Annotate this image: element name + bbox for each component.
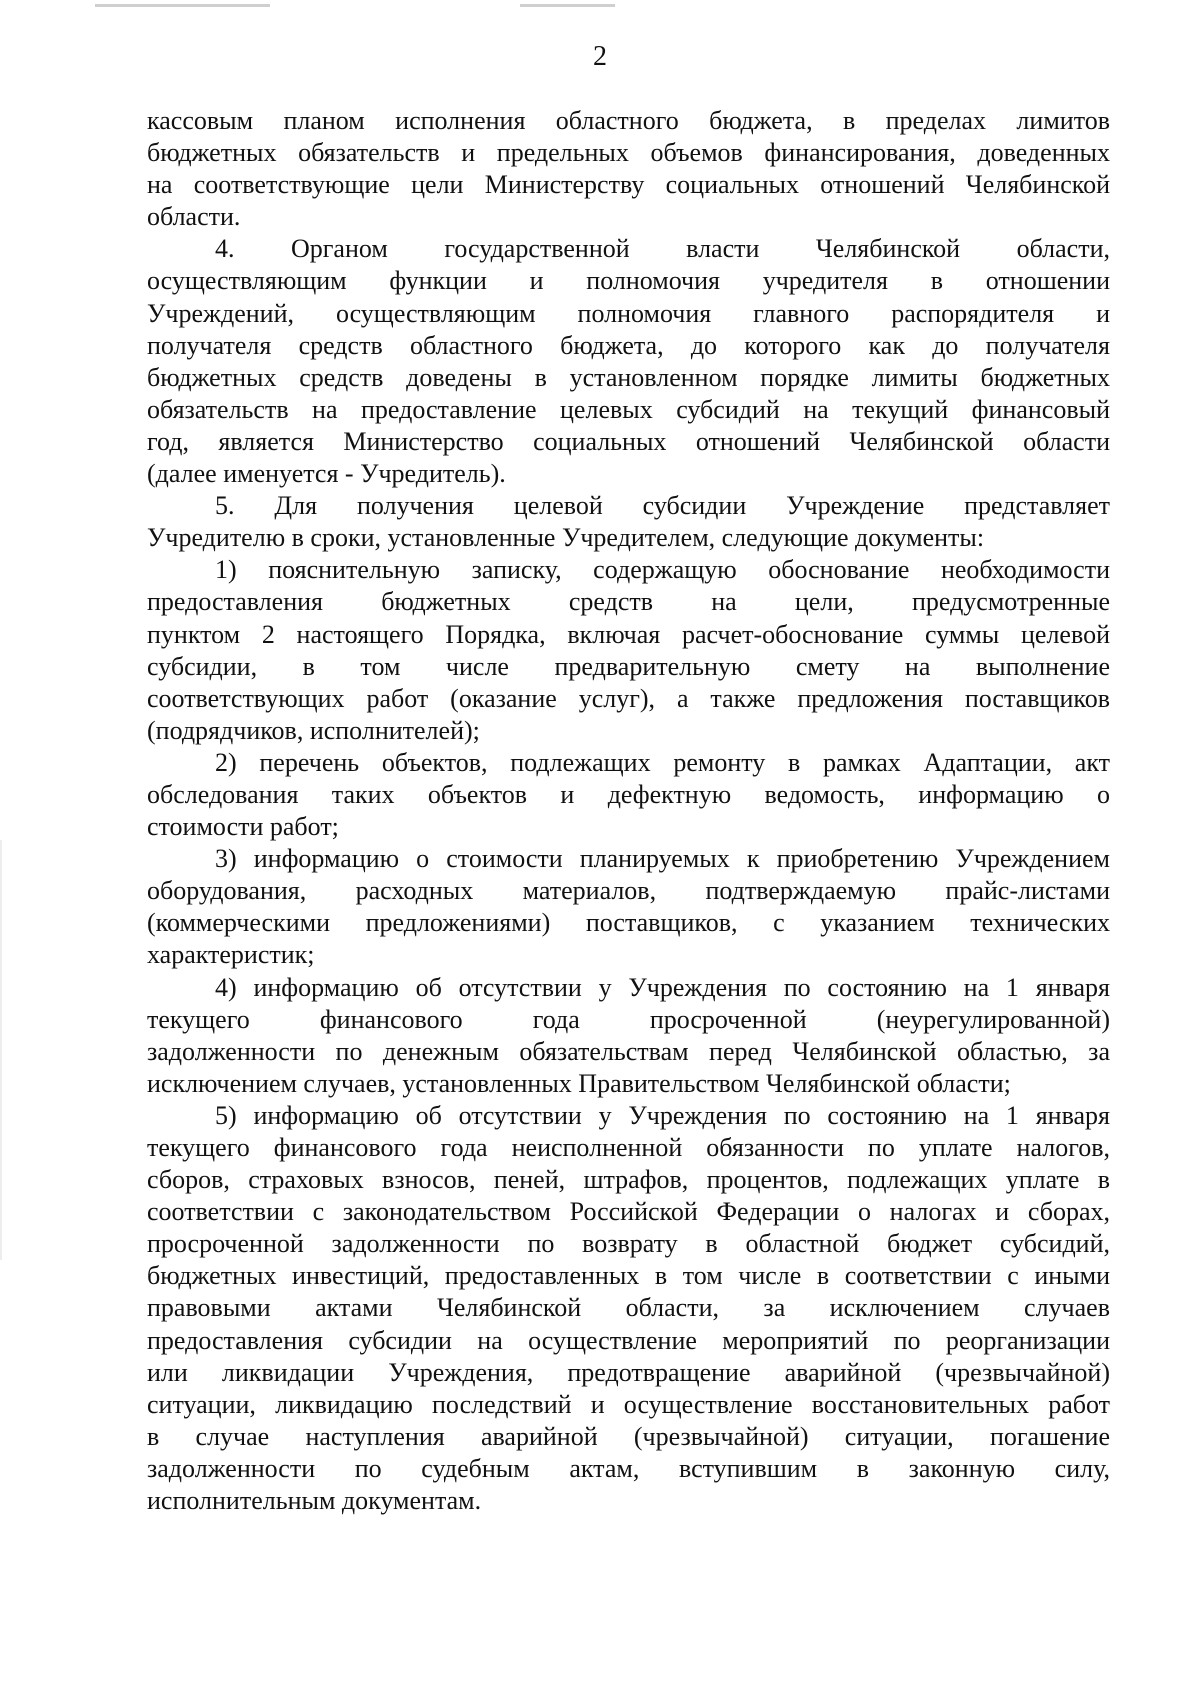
text-line: 3) информацию о стоимости планируемых к приобретению Учреждением <box>215 844 1110 874</box>
text-line: кассовым планом исполнения областного бюджета, в пределах лимитов <box>147 106 1110 135</box>
paragraph-p5-2 <box>147 747 1110 843</box>
text-line: год, является Министерство социальных отношений Челябинской области <box>147 426 1110 456</box>
paragraph-p5 <box>147 490 1110 554</box>
text-line: ситуации, ликвидацию последствий и осуществление восстановительных работ <box>147 1389 1110 1419</box>
paragraph-p5-3 <box>147 843 1110 971</box>
text-line: бюджетных инвестиций, предоставленных в том числе в соответствии с иными <box>147 1261 1110 1291</box>
text-line: исключением случаев, установленных Правительством Челябинской области; <box>147 1068 1011 1098</box>
text-line: просроченной задолженности по возврату в областной бюджет субсидий, <box>147 1229 1110 1259</box>
text-line: соответствующих работ (оказание услуг), а также предложения поставщиков <box>147 683 1110 713</box>
text-line: стоимости работ; <box>147 812 339 842</box>
text-line: текущего финансового года просроченной (неурегулированной) <box>147 1004 1110 1034</box>
text-line: 5. Для получения целевой субсидии Учреждение представляет <box>215 491 1110 521</box>
text-line: сборов, страховых взносов, пеней, штрафов, процентов, подлежащих уплате в <box>147 1165 1110 1195</box>
text-line: осуществляющим функции и полномочия учредителя в отношении <box>147 266 1110 296</box>
paragraph-p4 <box>147 233 1110 490</box>
text-line: обязательств на предоставление целевых субсидий на текущий финансовый <box>147 394 1110 424</box>
text-line: 4) информацию об отсутствии у Учреждения по состоянию на 1 января <box>215 972 1110 1002</box>
text-line: или ликвидации Учреждения, предотвращение аварийной (чрезвычайной) <box>147 1357 1110 1387</box>
text-line: текущего финансового года неисполненной обязанности по уплате налогов, <box>147 1133 1110 1162</box>
paragraph-p5-4 <box>147 972 1110 1100</box>
paragraph-p5-1 <box>147 554 1110 747</box>
text-line: задолженности по денежным обязательствам перед Челябинской областью, за <box>147 1036 1110 1066</box>
text-line: 4. Органом государственной власти Челябинской области, <box>215 234 1110 264</box>
text-line: бюджетных средств доведены в установленном порядке лимиты бюджетных <box>147 362 1110 392</box>
text-line: правовыми актами Челябинской области, за исключением случаев <box>147 1293 1110 1323</box>
paragraph-p1 <box>147 105 1110 233</box>
text-line: Учредителю в сроки, установленные Учредителем, следующие документы: <box>147 523 985 553</box>
text-line: исполнительным документам. <box>147 1486 482 1516</box>
scan-artifact-edge <box>0 840 2 1260</box>
scan-artifact-right <box>520 4 615 7</box>
text-line: предоставления бюджетных средств на цели, предусмотренные <box>147 587 1110 617</box>
page-number: 2 <box>593 41 607 72</box>
text-line: (коммерческими предложениями) поставщиков, с указанием технических <box>147 908 1110 938</box>
text-line: задолженности по судебным актам, вступившим в законную силу, <box>147 1453 1110 1483</box>
text-line: области. <box>147 202 241 232</box>
text-line: субсидии, в том числе предварительную смету на выполнение <box>147 651 1110 681</box>
scan-artifact-left <box>95 4 270 7</box>
text-line: (подрядчиков, исполнителей); <box>147 715 480 745</box>
text-line: в случае наступления аварийной (чрезвычайной) ситуации, погашение <box>147 1421 1110 1451</box>
text-line: (далее именуется - Учредитель). <box>147 459 506 489</box>
text-line: пунктом 2 настоящего Порядка, включая расчет-обоснование суммы целевой <box>147 619 1110 649</box>
text-line: 1) пояснительную записку, содержащую обоснование необходимости <box>215 555 1110 585</box>
text-line: соответствии с законодательством Российской Федерации о налогах и сборах, <box>147 1197 1110 1227</box>
document-body <box>147 105 1110 1517</box>
text-line: получателя средств областного бюджета, до которого как до получателя <box>147 330 1110 360</box>
text-line: оборудования, расходных материалов, подтверждаемую прайс-листами <box>147 876 1110 906</box>
text-line: на соответствующие цели Министерству социальных отношений Челябинской <box>147 170 1110 200</box>
text-line: бюджетных обязательств и предельных объемов финансирования, доведенных <box>147 138 1110 168</box>
text-line: обследования таких объектов и дефектную ведомость, информацию о <box>147 779 1110 809</box>
text-line: характеристик; <box>147 940 315 970</box>
text-line: Учреждений, осуществляющим полномочия главного распорядителя и <box>147 298 1110 328</box>
text-line: предоставления субсидии на осуществление мероприятий по реорганизации <box>147 1325 1110 1355</box>
text-line: 5) информацию об отсутствии у Учреждения по состоянию на 1 января <box>215 1100 1110 1130</box>
paragraph-p5-5 <box>147 1100 1110 1517</box>
text-line: 2) перечень объектов, подлежащих ремонту в рамках Адаптации, акт <box>215 747 1110 777</box>
